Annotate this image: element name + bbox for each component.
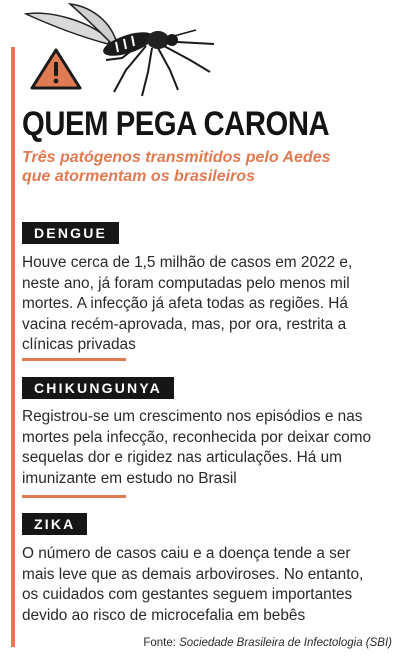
page-subtitle: Três patógenos transmitidos pelo Aedes que atormentam os brasileiros xyxy=(22,149,331,185)
section-divider xyxy=(22,358,126,361)
section-text-dengue: Houve cerca de 1,5 milhão de casos em 2022 e, neste ano, já foram computadas pelo menos mil mortes. A infecção já afeta todas as regiões. Há vacina recém-aprovada, mas, por ora, restrita a clínicas privadas xyxy=(22,254,353,353)
source-credit xyxy=(143,637,392,649)
section-tag-dengue: DENGUE xyxy=(22,222,119,244)
section-tag-chikungunya: CHIKUNGUNYA xyxy=(22,377,174,399)
section-tag-zika: ZIKA xyxy=(22,513,87,535)
source-label: Fonte: xyxy=(143,637,180,649)
accent-bar xyxy=(11,47,15,647)
section-text-zika: O número de casos caiu e a doença tende a ser mais leve que as demais arboviroses. No entanto, os cuidados com gestantes seguem importantes devido ao risco de microcefalia em bebês xyxy=(22,545,364,624)
source-name: Sociedade Brasileira de Infectologia (SBI) xyxy=(179,637,392,649)
page-title: QUEM PEGA CARONA xyxy=(22,105,330,143)
header-illustration xyxy=(18,0,218,98)
section-divider xyxy=(22,495,126,498)
section-text-chikungunya: Registrou-se um crescimento nos episódios e nas mortes pela infecção, reconhecida por deixar como sequelas dor e rigidez nas articulações. Há um imunizante em estudo no Brasil xyxy=(22,408,372,487)
warning-triangle-icon xyxy=(32,50,80,88)
